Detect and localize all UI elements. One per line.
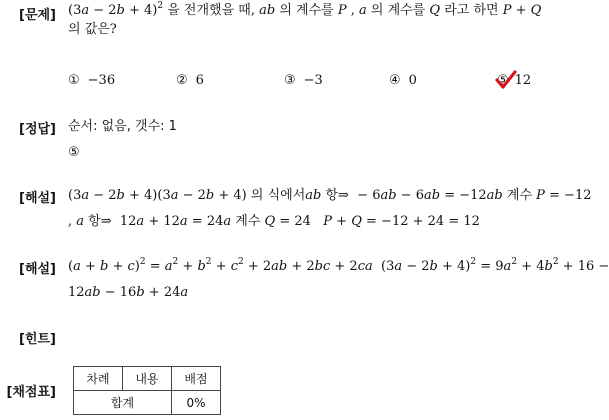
choice-3[interactable] bbox=[284, 73, 323, 88]
scoring-header-row bbox=[74, 367, 221, 391]
explanation-2-line-2: 12ab − 16b + 24a bbox=[68, 285, 189, 300]
problem-text: $(3a - 2b + 4)^2$ 을 전개했을 때, ab 의 계수를 P , a 의 계수를 Q 라고 하면 P + Q bbox=[68, 1, 542, 18]
scoring-total-value: 0% bbox=[172, 391, 221, 415]
answer-line-1: 순서: 없음, 갯수: 1 bbox=[68, 119, 177, 134]
choice-1[interactable] bbox=[68, 73, 115, 88]
choice-2-number: ② bbox=[176, 73, 188, 88]
choice-1-number: ① bbox=[68, 73, 80, 88]
scoring-total-label: 합계 bbox=[74, 391, 172, 415]
answer-line-2: ⑤ bbox=[68, 145, 80, 160]
choice-1-value: −36 bbox=[87, 73, 116, 88]
explanation-2-line-1: $(a + b + c)^2 = a^2 + b^2 + c^2 + 2ab + 2bc + 2ca$ $(3a - 2b + 4)^2 = 9a^2 + 4b^2 + 16$ − bbox=[68, 257, 609, 274]
explanation-1-line-2: , a 항⇒ 12a + 12a = 24a 계수 Q = 24 P + Q = −12 + 24 = 12 bbox=[68, 214, 480, 229]
scoring-table bbox=[73, 366, 221, 415]
problem-text-line2: 의 값은? bbox=[68, 22, 117, 37]
scoring-label: [채점표] bbox=[6, 385, 56, 400]
scoring-header-order: 차례 bbox=[74, 367, 123, 391]
choice-2-value: 6 bbox=[195, 73, 204, 88]
choice-3-value: −3 bbox=[303, 73, 323, 88]
explanation-1-line-1: (3a − 2b + 4)(3a − 2b + 4) 의 식에서ab 항⇒ − 6ab − 6ab = −12ab 계수 P = −12 bbox=[68, 188, 592, 203]
hint-label: [힌트] bbox=[19, 332, 56, 347]
scoring-total-row bbox=[74, 391, 221, 415]
explanation-label-2: [해설] bbox=[19, 262, 56, 277]
choice-5-number: ⑤ bbox=[497, 73, 509, 88]
choice-4[interactable] bbox=[389, 73, 417, 88]
choice-4-value: 0 bbox=[408, 73, 417, 88]
choice-5-value: 12 bbox=[514, 73, 532, 88]
choice-3-number: ③ bbox=[284, 73, 296, 88]
problem-label: [문제] bbox=[19, 8, 56, 23]
choice-4-number: ④ bbox=[389, 73, 401, 88]
scoring-header-content: 내용 bbox=[123, 367, 172, 391]
answer-label: [정답] bbox=[19, 122, 56, 137]
explanation-label-1: [해설] bbox=[19, 191, 56, 206]
choice-2[interactable] bbox=[176, 73, 204, 88]
scoring-header-points: 배점 bbox=[172, 367, 221, 391]
checkmark-icon bbox=[495, 70, 517, 90]
